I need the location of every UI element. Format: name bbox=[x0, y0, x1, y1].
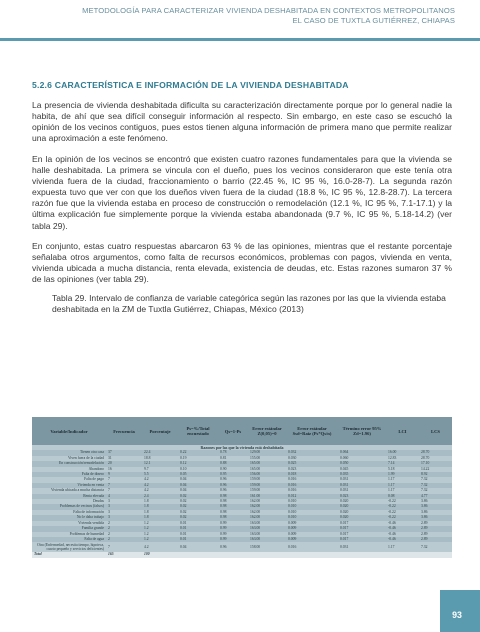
table-cell: 3.86 bbox=[419, 515, 452, 520]
running-header-subtitle: EL CASO DE TUXTLA GUTIÉRREZ, CHIAPAS bbox=[292, 15, 455, 25]
table-total-row bbox=[32, 552, 452, 557]
running-header bbox=[82, 6, 455, 25]
table-cell: 7.32 bbox=[419, 488, 452, 493]
row-label: En construcción/remodelación bbox=[32, 461, 106, 466]
row-label: Falta de dinero bbox=[32, 472, 106, 477]
header-rule bbox=[0, 38, 480, 41]
table-cell: 1.17 bbox=[386, 477, 419, 482]
table-cell: 0.025 bbox=[286, 461, 338, 466]
table-cell: 0.02 bbox=[178, 515, 218, 520]
table-cell: 2.89 bbox=[419, 526, 452, 531]
table-cell: 4.2 bbox=[142, 483, 178, 488]
table-cell: 129.00 bbox=[248, 450, 286, 455]
table-cell: 0.98 bbox=[218, 499, 248, 504]
table-cell: 9 bbox=[106, 472, 142, 477]
page-number-box bbox=[440, 590, 480, 632]
table-cell: 3 bbox=[106, 504, 142, 509]
row-label: Falta de información bbox=[32, 510, 106, 515]
table-cell: 0.99 bbox=[218, 521, 248, 526]
table-cell: 7.32 bbox=[419, 483, 452, 488]
total-cell: 100 bbox=[142, 552, 178, 557]
table-cell: 0.12 bbox=[178, 461, 218, 466]
table-cell: 7 bbox=[106, 542, 142, 552]
table-cell: 7 bbox=[106, 483, 142, 488]
table-cell: 159.00 bbox=[248, 477, 286, 482]
table-header-cell: Ps=%/Total encuestado bbox=[178, 417, 218, 445]
table-cell: 0.016 bbox=[286, 477, 338, 482]
table-cell: 0.02 bbox=[178, 494, 218, 499]
total-cell: 165 bbox=[106, 552, 142, 557]
total-cell bbox=[286, 552, 338, 557]
table-cell: -0.46 bbox=[386, 521, 419, 526]
table-cell: 0.009 bbox=[286, 521, 338, 526]
row-label: Deudas bbox=[32, 499, 106, 504]
table-header-row bbox=[32, 417, 452, 445]
table-cell: 7 bbox=[106, 477, 142, 482]
table-cell: 5.18 bbox=[386, 467, 419, 472]
table-cell: 0.88 bbox=[218, 461, 248, 466]
table-cell: 0.020 bbox=[338, 504, 386, 509]
table-cell: 1.2 bbox=[142, 526, 178, 531]
table-cell: 0.035 bbox=[338, 472, 386, 477]
section-title: 5.2.6 CARACTERÍSTICA E INFORMACIÓN DE LA VIVIENDA DESHABITADA bbox=[32, 80, 349, 90]
table-cell: 2.89 bbox=[419, 537, 452, 542]
table-cell: 0.009 bbox=[286, 526, 338, 531]
table-cell: 0.90 bbox=[218, 467, 248, 472]
table-cell: 4.2 bbox=[142, 488, 178, 493]
table-cell: -0.46 bbox=[386, 532, 419, 537]
table-cell: 1.8 bbox=[142, 499, 178, 504]
table-cell: 0.99 bbox=[218, 532, 248, 537]
table-cell: 0.023 bbox=[286, 467, 338, 472]
table-header-cell: LCI bbox=[386, 417, 419, 445]
table-cell: 0.02 bbox=[178, 510, 218, 515]
table-cell: 0.22 bbox=[178, 450, 218, 455]
table-cell: 0.045 bbox=[338, 467, 386, 472]
table-cell: 28.70 bbox=[419, 456, 452, 461]
table-cell: 0.030 bbox=[286, 456, 338, 461]
table-cell: -0.22 bbox=[386, 499, 419, 504]
table-cell: 0.02 bbox=[178, 504, 218, 509]
row-label: Renta elevada bbox=[32, 494, 106, 499]
row-label: Abandono bbox=[32, 467, 106, 472]
table-cell: 22.4 bbox=[142, 450, 178, 455]
table-cell: 0.017 bbox=[338, 521, 386, 526]
table-cell: 0.08 bbox=[386, 494, 419, 499]
total-cell bbox=[419, 552, 452, 557]
paragraph-1: La presencia de vivienda deshabitada dificulta su caracterización directamente porque por lo general nadie la habita, de ahí que sea difícil conseguir información al respecto. Sin embargo, en este caso se escuchó la opinión de los vecinos contiguos, pues estos tienen alguna información de primera mano que permite realizar una aproximación a este fenómeno. bbox=[32, 100, 452, 144]
table-cell: 0.01 bbox=[178, 521, 218, 526]
table-cell: 0.016 bbox=[286, 542, 338, 552]
table-cell: -0.46 bbox=[386, 526, 419, 531]
table-cell: 0.010 bbox=[286, 510, 338, 515]
table-cell: 163.00 bbox=[248, 532, 286, 537]
table-cell: 1.8 bbox=[142, 504, 178, 509]
table-cell: 0.010 bbox=[286, 499, 338, 504]
table-cell: -0.22 bbox=[386, 515, 419, 520]
table-cell: 0.020 bbox=[338, 515, 386, 520]
table-cell: 0.78 bbox=[218, 450, 248, 455]
table-cell: 2.4 bbox=[142, 494, 178, 499]
table-cell: 163.00 bbox=[248, 537, 286, 542]
table-cell: 7 bbox=[106, 488, 142, 493]
table-cell: 0.02 bbox=[178, 499, 218, 504]
row-label: Vivienda en venta bbox=[32, 483, 106, 488]
table-header-cell: Variable/Indicador bbox=[32, 417, 106, 445]
table-cell: 8.92 bbox=[419, 472, 452, 477]
table-cell: 4.2 bbox=[142, 477, 178, 482]
table-cell: 0.98 bbox=[218, 504, 248, 509]
table-cell: 2.89 bbox=[419, 532, 452, 537]
table-cell: 3 bbox=[106, 510, 142, 515]
table-cell: 161.00 bbox=[248, 494, 286, 499]
page-number: 93 bbox=[452, 610, 462, 620]
table-cell: 3.86 bbox=[419, 499, 452, 504]
table-cell: 0.017 bbox=[338, 532, 386, 537]
table-cell: 0.020 bbox=[338, 499, 386, 504]
table-cell: 1.8 bbox=[142, 515, 178, 520]
table-cell: 28.70 bbox=[419, 450, 452, 455]
table-cell: 4.2 bbox=[142, 542, 178, 552]
table-cell: 1.17 bbox=[386, 483, 419, 488]
table-cell: 156.00 bbox=[248, 472, 286, 477]
table-cell: 1.17 bbox=[386, 542, 419, 552]
table-cell: 4 bbox=[106, 494, 142, 499]
row-label: No le daba trabajo bbox=[32, 515, 106, 520]
table-cell: 0.98 bbox=[218, 494, 248, 499]
table-cell: 7.32 bbox=[419, 477, 452, 482]
table-row bbox=[32, 542, 452, 552]
row-label: Vivienda vendida bbox=[32, 521, 106, 526]
table-cell: 2 bbox=[106, 532, 142, 537]
table-cell: 2 bbox=[106, 537, 142, 542]
table-header-cell: Error estándar Ssd=Raíz (Ps*Qs/n) bbox=[286, 417, 338, 445]
table-header-cell: Porcentaje bbox=[142, 417, 178, 445]
total-cell bbox=[338, 552, 386, 557]
table-cell: 3 bbox=[106, 515, 142, 520]
table-cell: 0.010 bbox=[286, 504, 338, 509]
table-cell: 0.031 bbox=[338, 542, 386, 552]
table-cell: 0.19 bbox=[178, 456, 218, 461]
table-cell: 0.96 bbox=[218, 542, 248, 552]
table-cell: 1.17 bbox=[386, 488, 419, 493]
total-cell bbox=[178, 552, 218, 557]
table-cell: 0.060 bbox=[338, 456, 386, 461]
table-cell: 163.00 bbox=[248, 521, 286, 526]
row-label: Falta de pago bbox=[32, 477, 106, 482]
running-header-title: METODOLOGÍA PARA CARACTERIZAR VIVIENDA DESHABITADA EN CONTEXTOS METROPOLITANOS bbox=[82, 6, 455, 15]
table-cell: 162.00 bbox=[248, 515, 286, 520]
table-cell: 0.01 bbox=[178, 532, 218, 537]
table-cell: 165.00 bbox=[248, 467, 286, 472]
table-cell: 1.2 bbox=[142, 532, 178, 537]
table-cell: 0.01 bbox=[178, 526, 218, 531]
table-subheader: Razones por las que la vivienda está deshabitada bbox=[32, 445, 452, 450]
table-cell: 0.98 bbox=[218, 510, 248, 515]
table-cell: 0.020 bbox=[338, 510, 386, 515]
table-cell: 7.14 bbox=[386, 461, 419, 466]
row-label: Falta de agua bbox=[32, 537, 106, 542]
table-cell: 0.95 bbox=[218, 472, 248, 477]
table-cell: 159.00 bbox=[248, 483, 286, 488]
row-label: Viven fuera de la ciudad bbox=[32, 456, 106, 461]
paragraph-2: En la opinión de los vecinos se encontró que existen cuatro razones fundamentales para que la vivienda se halle deshabitada. La primera se vincula con el dueño, pues los vecinos consideraron que este tenía otra vivienda fuera de la ciudad, fraccionamiento o barrio (22.45 %, IC 95 %, 16.0-28-7). La segunda razón expuesta tuvo que ver con que los dueños viven fuera de la ciudad (18.8 %, IC 95 %, 12.8-28.7). La tercera razón fue que la vivienda estaba en proceso de construcción o remodelación (12.1 %, IC 95 %, 7.1-17.1) y la última explicación fue simplemente porque la vivienda estaba abandonada (9.7 %, IC 95 %, 5.18-14.2) (ver tabla 29). bbox=[32, 154, 452, 231]
table-header-cell: Qs=1-Ps bbox=[218, 417, 248, 445]
table-cell: 2 bbox=[106, 526, 142, 531]
table-cell: 0.04 bbox=[178, 542, 218, 552]
table-cell: 18.8 bbox=[142, 456, 178, 461]
table-cell: 0.031 bbox=[338, 483, 386, 488]
table-cell: 2 bbox=[106, 521, 142, 526]
table-cell: 0.064 bbox=[338, 450, 386, 455]
table-cell: 1.8 bbox=[142, 510, 178, 515]
row-label: Familia grande bbox=[32, 526, 106, 531]
table-cell: 14.22 bbox=[419, 467, 452, 472]
table-cell: 0.016 bbox=[286, 488, 338, 493]
table-cell: 0.050 bbox=[338, 461, 386, 466]
table-cell: 37 bbox=[106, 450, 142, 455]
table-cell: 0.018 bbox=[286, 472, 338, 477]
table-cell: 0.009 bbox=[286, 532, 338, 537]
table-cell: 0.96 bbox=[218, 477, 248, 482]
table-cell: -0.22 bbox=[386, 510, 419, 515]
table-cell: 162.00 bbox=[248, 510, 286, 515]
table-cell: 0.016 bbox=[286, 483, 338, 488]
table-cell: 20 bbox=[106, 461, 142, 466]
table-cell: 3 bbox=[106, 499, 142, 504]
table-cell: 0.032 bbox=[286, 450, 338, 455]
table-cell: 0.031 bbox=[338, 488, 386, 493]
table-cell: 3.86 bbox=[419, 504, 452, 509]
row-label: Problemas de humedad bbox=[32, 532, 106, 537]
table-cell: 9.7 bbox=[142, 467, 178, 472]
table-cell: 0.96 bbox=[218, 488, 248, 493]
table-cell: 0.017 bbox=[338, 537, 386, 542]
table-cell: 12.1 bbox=[142, 461, 178, 466]
total-cell bbox=[386, 552, 419, 557]
table-cell: 2.89 bbox=[419, 521, 452, 526]
table-cell: -0.46 bbox=[386, 537, 419, 542]
table-cell: 158.00 bbox=[248, 542, 286, 552]
table-cell: 0.009 bbox=[286, 537, 338, 542]
table-cell: 0.99 bbox=[218, 526, 248, 531]
row-label: Problemas de vecinos (falsos) bbox=[32, 504, 106, 509]
total-label: Total bbox=[32, 552, 106, 557]
table-cell: 0.01 bbox=[178, 537, 218, 542]
table-cell: 16.00 bbox=[386, 450, 419, 455]
table-cell: 0.81 bbox=[218, 456, 248, 461]
table-cell: 0.05 bbox=[178, 472, 218, 477]
table-cell: 1.99 bbox=[386, 472, 419, 477]
table-cell: 0.010 bbox=[286, 515, 338, 520]
table-cell: 162.00 bbox=[248, 499, 286, 504]
table-cell: 0.04 bbox=[178, 483, 218, 488]
table-caption: Tabla 29. Intervalo de confianza de variable categórica según las razones por las que la vivienda estaba deshabitada en la ZM de Tuxtla Gutiérrez, Chiapas, México (2013) bbox=[52, 293, 446, 315]
table-cell: 0.04 bbox=[178, 488, 218, 493]
table-header-cell: Término error 95% Zd=1.96) bbox=[338, 417, 386, 445]
table-cell: 1.2 bbox=[142, 537, 178, 542]
table-cell: 16 bbox=[106, 467, 142, 472]
table-cell: 163.00 bbox=[248, 526, 286, 531]
table-cell: 12.83 bbox=[386, 456, 419, 461]
table-cell: 1.2 bbox=[142, 521, 178, 526]
table-cell: 5.5 bbox=[142, 472, 178, 477]
total-cell bbox=[248, 552, 286, 557]
row-label: Otra (Enfermedad, necesita tiempo, hipoteca, cuarto pequeño y servicios deficientes) bbox=[32, 542, 106, 552]
table-header-cell: Frecuencia bbox=[106, 417, 142, 445]
table-cell: 162.00 bbox=[248, 504, 286, 509]
table-cell: 0.04 bbox=[178, 477, 218, 482]
table-cell: 0.031 bbox=[338, 477, 386, 482]
table-cell: 7.32 bbox=[419, 542, 452, 552]
table-cell: 4.77 bbox=[419, 494, 452, 499]
table-header-cell: LCS bbox=[419, 417, 452, 445]
table-cell: 0.98 bbox=[218, 515, 248, 520]
paragraph-3: En conjunto, estas cuatro respuestas abarcaron 63 % de las opiniones, mientras que el restante porcentaje señalaba otros argumentos, como falta de recursos económicos, problemas con pagos, vivienda en venta, vivienda ubicada a mucha distancia, renta elevada, existencia de deudas, etc. Estas razones sumaron 37 % de las opiniones (ver tabla 29). bbox=[32, 241, 452, 285]
row-label: Vivienda ubicada a mucha distancia bbox=[32, 488, 106, 493]
data-table bbox=[32, 417, 452, 558]
total-cell bbox=[218, 552, 248, 557]
table-cell: 0.012 bbox=[286, 494, 338, 499]
table-cell: 0.99 bbox=[218, 537, 248, 542]
row-label: Tienen otra casa bbox=[32, 450, 106, 455]
table-cell: 0.96 bbox=[218, 483, 248, 488]
table-cell: 3.86 bbox=[419, 510, 452, 515]
table-cell: 155.00 bbox=[248, 456, 286, 461]
table-cell: 0.023 bbox=[338, 494, 386, 499]
table-header-cell: Error estándar Z(0,05)=0 bbox=[248, 417, 286, 445]
table-cell: 165.00 bbox=[248, 461, 286, 466]
table-cell: 31 bbox=[106, 456, 142, 461]
table-cell: 0.017 bbox=[338, 526, 386, 531]
table-cell: 0.10 bbox=[178, 467, 218, 472]
table-cell: 17.10 bbox=[419, 461, 452, 466]
table-cell: 159.00 bbox=[248, 488, 286, 493]
table-cell: -0.22 bbox=[386, 504, 419, 509]
